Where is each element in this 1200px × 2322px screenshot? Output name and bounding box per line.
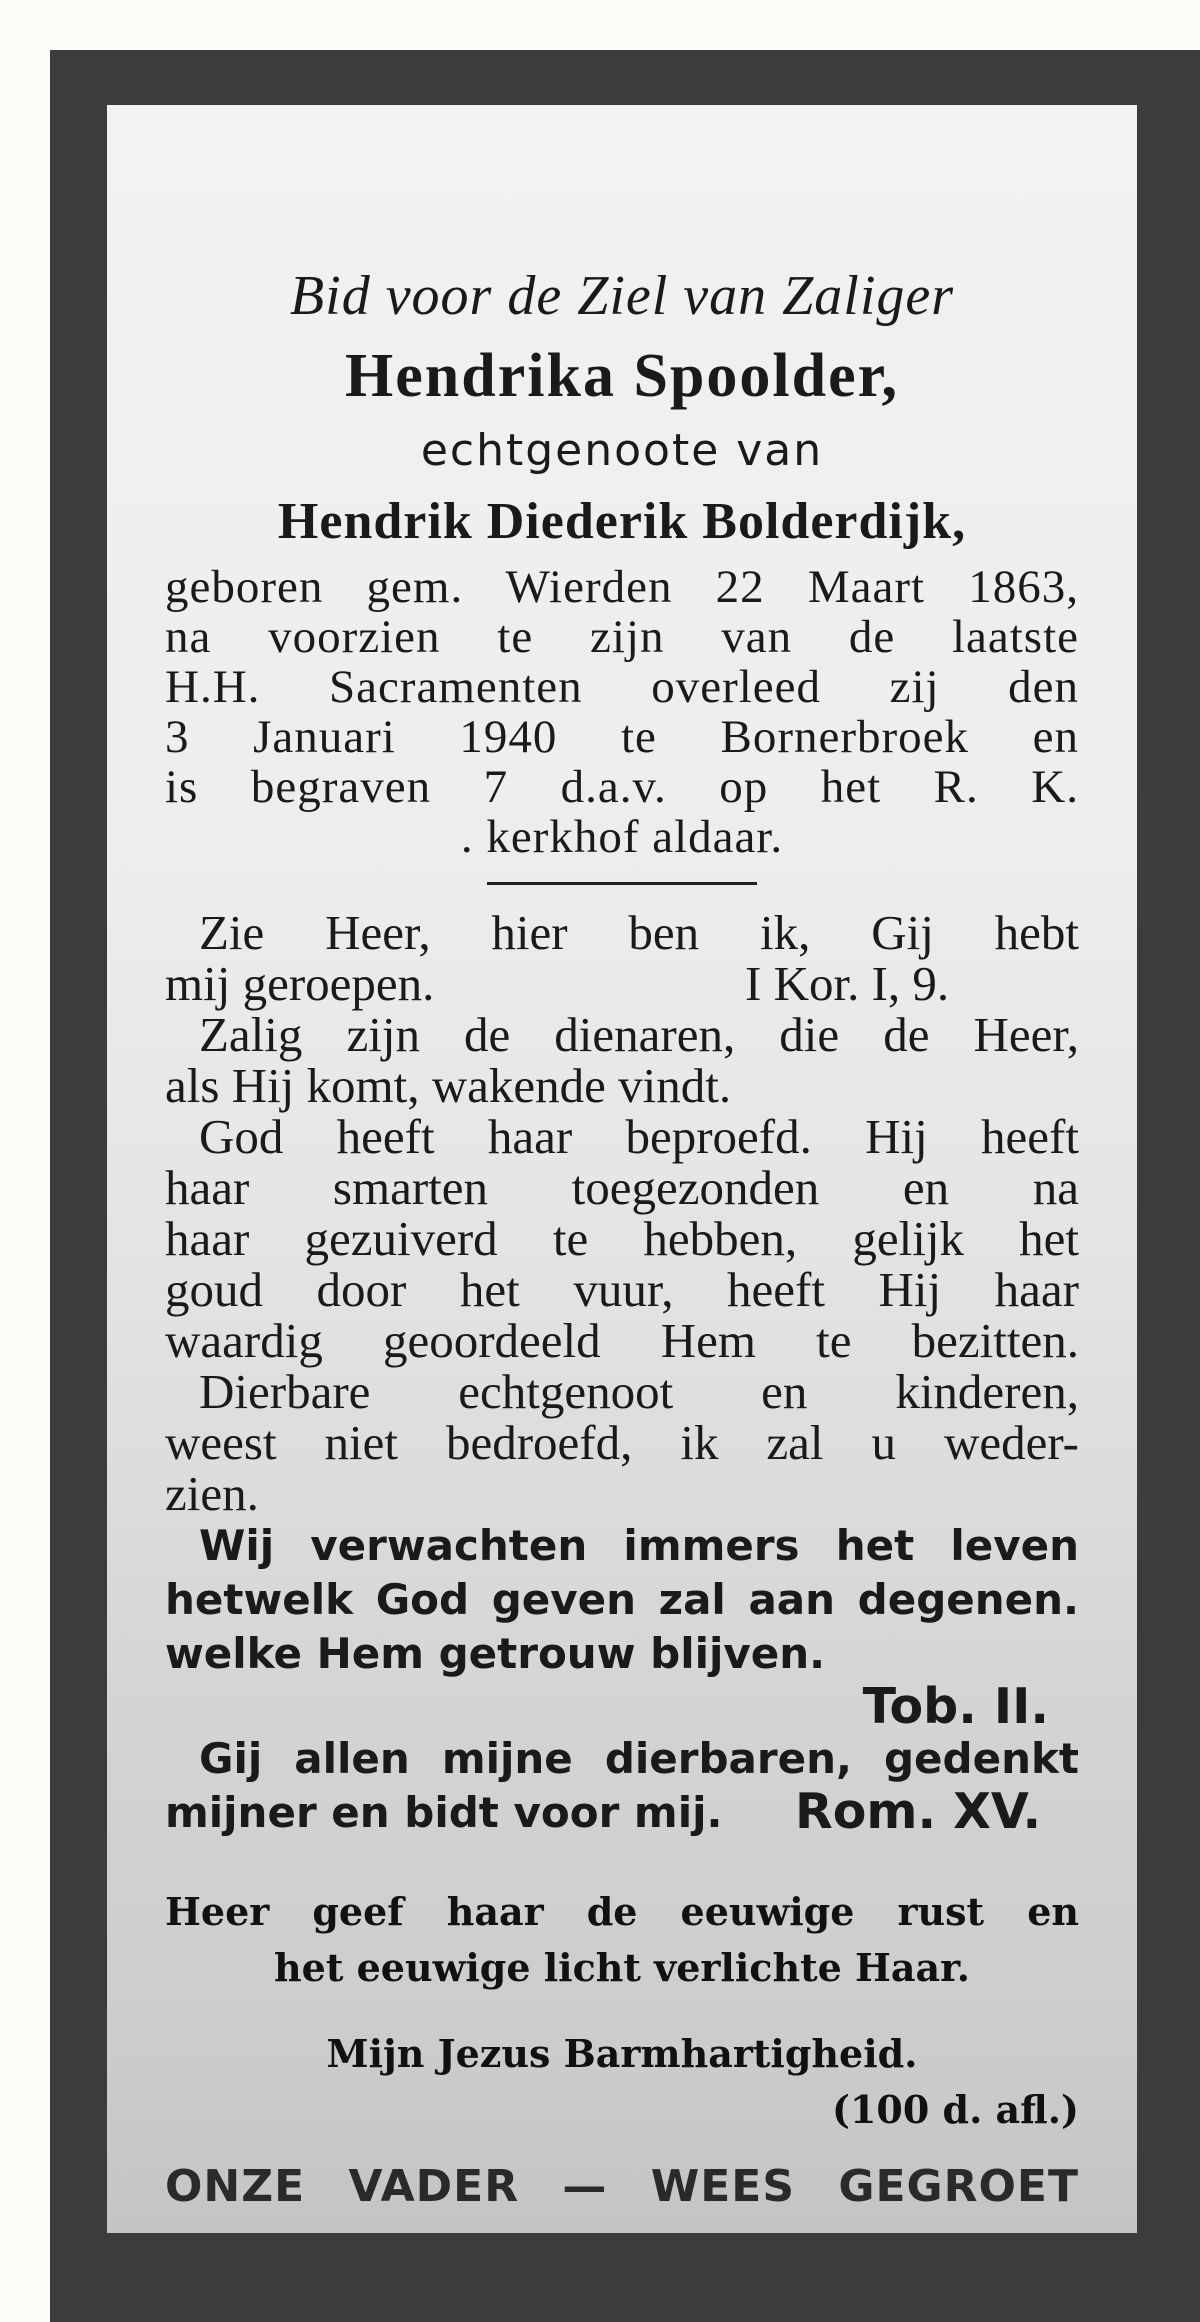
verse-line-with-reference [165,958,1079,1009]
verse-line: Gij allen mijne dierbaren, gedenkt [199,1734,1079,1783]
biography-line: 3 Januari 1940 te Bornerbroek en [165,711,1079,763]
mourning-card [50,50,1200,2322]
biography-line: geboren gem. Wierden 22 Maart 1863, [165,561,1079,613]
verse-line: God heeft haar beproefd. Hij heeft [199,1109,1079,1164]
card-text [165,260,1079,2222]
verse-text: mij geroepen. [165,956,435,1011]
verse-line: Zie Heer, hier ben ik, Gij hebt [199,905,1079,960]
spouse-name: Hendrik Diederik Bolderdijk, [277,493,967,550]
prayer-titles: ONZE VADER — WEES GEGROET [165,2161,1079,2212]
biography-line: is begraven 7 d.a.v. op het R. K. [165,761,1079,813]
relation-text: echtgenoote van [420,425,824,476]
invocation: Bid voor de Ziel van Zaliger [289,265,955,327]
indulgence-note: (100 d. afl.) [831,2087,1079,2132]
closing-line: het eeuwige licht verlichte Haar. [274,1945,970,1990]
verse-line: haar smarten toegezonden en na [165,1160,1079,1215]
verse-text: mijner en bidt voor mij. [165,1788,723,1837]
biography [165,562,1079,862]
scripture-reference: Rom. XV. [795,1783,1042,1840]
card-inner-panel [107,105,1137,2233]
verse-line: welke Hem getrouw blijven. [165,1629,826,1678]
closing-line: Mijn Jezus Barmhartigheid. [326,2031,918,2076]
verse-line: zien. [165,1466,259,1521]
verses-bold [165,1519,1079,1840]
biography-line: . kerkhof aldaar. [460,811,784,863]
verse-line: hetwelk God geven zal aan degenen. [165,1575,1079,1624]
closing-prayer [165,1884,1079,2138]
spacer [165,1840,1079,1884]
deceased-name: Hendrika Spoolder, [345,342,899,410]
verse-line: waardig geoordeeld Hem te bezitten. [165,1313,1079,1368]
biography-line: na voorzien te zijn van de laatste [165,611,1079,663]
verse-line: weest niet bedroefd, ik zal u weder- [165,1415,1079,1470]
verses [165,907,1079,1519]
verse-line: goud door het vuur, heeft Hij haar [165,1262,1079,1317]
verse-line: Zalig zijn de dienaren, die de Heer, [199,1007,1079,1062]
scripture-reference: I Kor. I, 9. [745,956,950,1011]
biography-line: H.H. Sacramenten overleed zij den [165,661,1079,713]
scripture-reference: Tob. II. [862,1678,1049,1735]
verse-line: Wij verwachten immers het leven [199,1521,1079,1570]
verse-line: als Hij komt, wakende vindt. [165,1058,732,1113]
divider [487,882,757,885]
verse-line-with-reference [165,1783,1079,1840]
verse-line: Dierbare echtgenoot en kinderen, [199,1364,1079,1419]
closing-line: Heer geef haar de eeuwige rust en [165,1889,1079,1934]
verse-line: haar gezuiverd te hebben, gelijk het [165,1211,1079,1266]
